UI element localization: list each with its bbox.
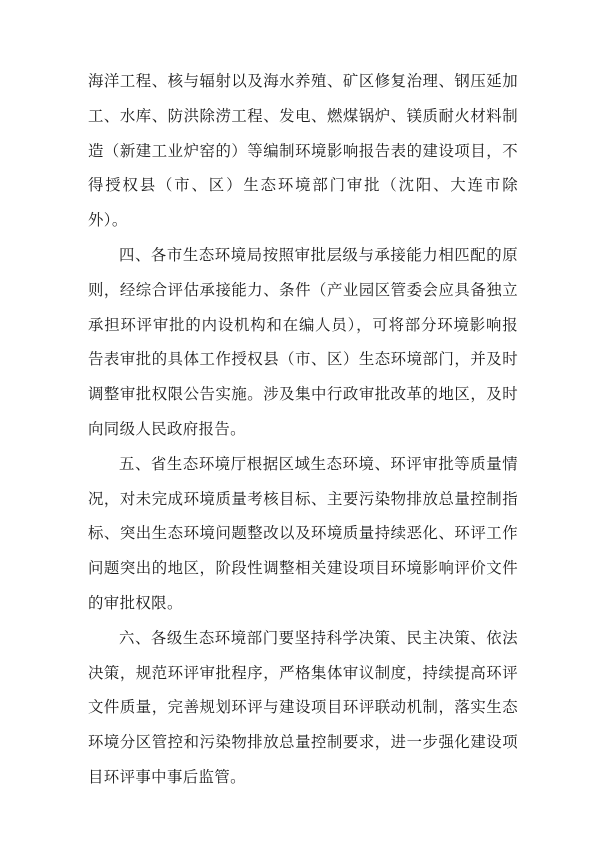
paragraph-continuation: 海洋工程、核与辐射以及海水养殖、矿区修复治理、钢压延加工、水库、防洪除涝工程、发电、燃煤锅炉、镁质耐火材料制造（新建工业炉窑的）等编制环境影响报告表的建设项目，不得授权县（市、区）生态环境部门审批（沈阳、大连市除外）。 bbox=[88, 72, 518, 230]
paragraph-item-5: 五、省生态环境厅根据区域生态环境、环评审批等质量情况，对未完成环境质量考核目标、主要污染物排放总量控制指标、突出生态环境问题整改以及环境质量持续恶化、环评工作问题突出的地区，阶段性调整相关建设项目环境影响评价文件的审批权限。 bbox=[88, 454, 518, 612]
document-body bbox=[88, 64, 518, 795]
paragraph-item-6: 六、各级生态环境部门要坚持科学决策、民主决策、依法决策，规范环评审批程序，严格集体审议制度，持续提高环评文件质量，完善规划环评与建设项目环评联动机制，落实生态环境分区管控和污染物排放总量控制要求，进一步强化建设项目环评事中事后监管。 bbox=[88, 628, 518, 786]
paragraph-item-4: 四、各市生态环境局按照审批层级与承接能力相匹配的原则，经综合评估承接能力、条件（产业园区管委会应具备独立承担环评审批的内设机构和在编人员），可将部分环境影响报告表审批的具体工作授权县（市、区）生态环境部门，并及时调整审批权限公告实施。涉及集中行政审批改革的地区，及时向同级人民政府报告。 bbox=[88, 245, 518, 438]
